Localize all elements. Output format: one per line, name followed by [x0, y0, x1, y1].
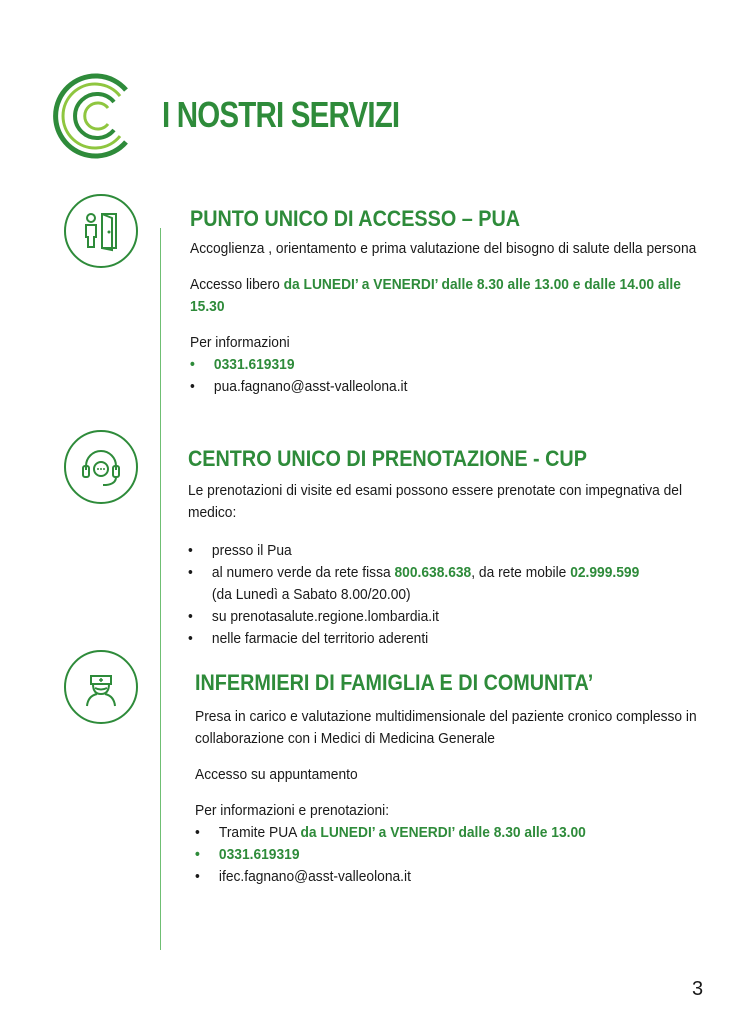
contact-list [190, 354, 720, 398]
logo-icon [48, 70, 140, 162]
section-description: Le prenotazioni di visite ed esami possono essere prenotate con impegnativa del medico: [188, 482, 683, 521]
section-cup [188, 446, 718, 650]
email-link[interactable]: • ifec.fagnano@asst-valleolona.it [195, 866, 740, 888]
list-item: • nelle farmacie del territorio aderenti [188, 628, 739, 650]
mobile-number[interactable]: 02.999.599 [570, 564, 640, 581]
booking-list [188, 540, 718, 650]
access-hours: da LUNEDI’ a VENERDI’ dalle 8.30 alle 13.00 [300, 824, 586, 841]
ifec-icon-circle [64, 650, 138, 724]
list-item-text: Tramite PUA [218, 824, 301, 841]
headset-icon [78, 444, 124, 490]
phone-number[interactable]: • 0331.619319 [190, 354, 740, 376]
section-description: Presa in carico e valutazione multidimensionale del paziente cronico complesso in collaborazione con i Medici di Medicina Generale [195, 708, 697, 747]
contact-list [195, 822, 725, 888]
access-text [190, 274, 717, 318]
page-title: I NOSTRI SERVIZI [162, 94, 400, 135]
section-ifec [195, 670, 725, 888]
list-item [188, 562, 739, 606]
list-item-text: al numero verde da rete fissa [211, 564, 395, 581]
phone-number[interactable]: • 0331.619319 [195, 844, 740, 866]
person-door-icon [78, 208, 124, 254]
page-number: 3 [692, 978, 704, 1000]
list-item-text: (da Lunedì a Sabato 8.00/20.00) [211, 586, 411, 603]
access-prefix: Accesso libero [190, 276, 284, 293]
email-link[interactable]: • pua.fagnano@asst-valleolona.it [190, 376, 740, 398]
pua-icon-circle [64, 194, 138, 268]
cup-icon-circle [64, 430, 138, 504]
access-text: Accesso su appuntamento [195, 766, 358, 783]
section-title: CENTRO UNICO DI PRENOTAZIONE - CUP [188, 446, 587, 471]
section-description: Accoglienza , orientamento e prima valutazione del bisogno di salute della persona [190, 240, 697, 257]
section-title: INFERMIERI DI FAMIGLIA E DI COMUNITA’ [195, 670, 594, 695]
access-hours: da LUNEDI’ a VENERDI’ dalle 8.30 alle 13.00 e dalle 14.00 alle 15.30 [190, 276, 681, 315]
toll-free-number[interactable]: 800.638.638 [394, 564, 472, 581]
list-item [195, 822, 740, 844]
nurse-icon [78, 664, 124, 710]
vertical-divider [160, 228, 161, 950]
list-item-text: , da rete mobile [471, 564, 571, 581]
info-label: Per informazioni [190, 334, 290, 351]
list-item[interactable]: • su prenotasalute.regione.lombardia.it [188, 606, 739, 628]
section-title: PUNTO UNICO DI ACCESSO – PUA [190, 206, 521, 231]
list-item: • presso il Pua [188, 540, 739, 562]
section-pua [190, 206, 720, 398]
info-label: Per informazioni e prenotazioni: [195, 802, 390, 819]
